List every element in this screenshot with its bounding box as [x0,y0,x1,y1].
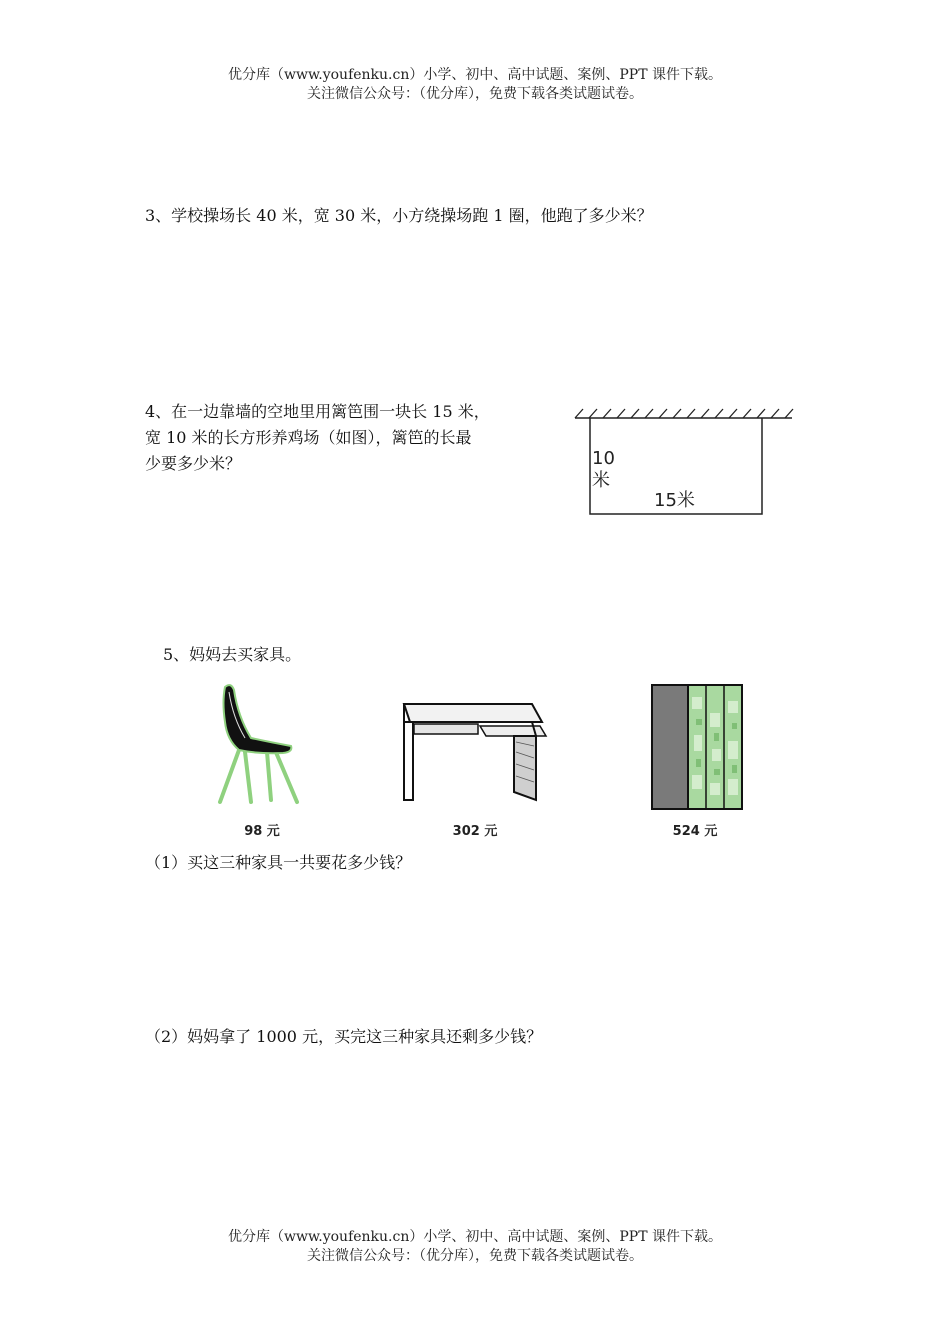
desk-price: 302 元 [452,824,498,839]
cabinet-price: 524 元 [672,824,718,839]
question-4-line-1: 4、在一边靠墙的空地里用篱笆围一块长 15 米， [145,402,490,421]
page-header [0,66,950,104]
question-4-line-2: 宽 10 米的长方形养鸡场（如图），篱笆的长最 [145,428,472,447]
chair-icon [205,682,305,808]
cabinet-image [650,683,750,811]
desk-image [400,700,550,804]
width-label [592,448,615,492]
cabinet-icon [650,683,750,811]
header-line-1: 优分库（www.youfenku.cn）小学、初中、高中试题、案例、PPT 课件下载。 [227,67,722,83]
chair-image [205,682,305,808]
question-3: 3、学校操场长 40 米，宽 30 米，小方绕操场跑 1 圈，他跑了多少米？ [145,206,653,225]
chair-price: 98 元 [244,824,280,839]
question-5-sub-1: （1）买这三种家具一共要花多少钱？ [145,853,412,872]
footer-line-1: 优分库（www.youfenku.cn）小学、初中、高中试题、案例、PPT 课件下载。 [227,1229,722,1245]
page-footer [0,1228,950,1266]
question-4-line-3: 少要多少米？ [145,454,242,473]
question-5-title: 5、妈妈去买家具。 [163,645,302,664]
question-5-sub-2: （2）妈妈拿了 1000 元，买完这三种家具还剩多少钱？ [145,1027,543,1046]
length-label: 15米 [654,490,695,511]
chicken-coop-diagram [570,402,800,522]
width-label-unit: 米 [592,470,610,491]
width-label-number: 10 [592,448,615,469]
footer-line-2: 关注微信公众号：（优分库），免费下载各类试题试卷。 [307,1248,643,1264]
question-4 [145,399,575,477]
header-line-2: 关注微信公众号：（优分库），免费下载各类试题试卷。 [307,86,643,102]
desk-icon [400,700,550,804]
